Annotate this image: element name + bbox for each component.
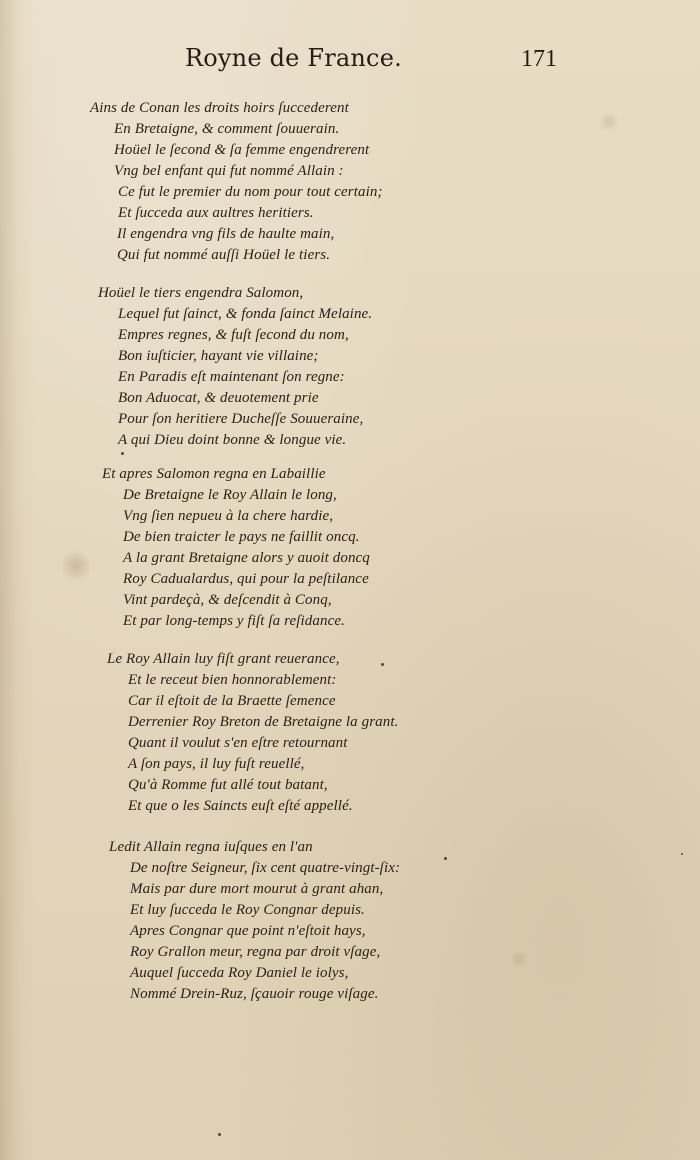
verse-line: Roy Cadualardus, qui pour la peſtilance	[123, 571, 369, 587]
paper-stain	[598, 112, 620, 132]
verse-line: De bien traicter le pays ne faillit oncq.	[123, 529, 360, 545]
verse-line: Car il eſtoit de la Braette ſemence	[128, 693, 336, 709]
verse-line: Ledit Allain regna iuſques en l'an	[109, 839, 313, 855]
verse-line: Qui fut nommé auſſi Hoüel le tiers.	[117, 247, 331, 263]
paper-stain	[62, 548, 90, 584]
verse-line: Vng ſien nepueu à la chere hardie,	[123, 508, 334, 524]
verse-line: De noſtre Seigneur, ſix cent quatre-vingt-ſix:	[130, 860, 401, 876]
verse-line: Ce fut le premier du nom pour tout certain;	[118, 184, 383, 200]
verse-line: Et ſucceda aux aultres heritiers.	[118, 205, 314, 221]
verse-line: En Paradis eſt maintenant ſon regne:	[118, 369, 345, 385]
verse-line: Apres Congnar que point n'eſtoit hays,	[130, 923, 366, 939]
verse-line: A qui Dieu doint bonne & longue vie.	[118, 432, 347, 448]
ink-fleck	[218, 1133, 221, 1136]
verse-line: Et luy ſucceda le Roy Congnar depuis.	[130, 902, 365, 918]
ink-fleck	[381, 663, 384, 666]
verse-line: Qu'à Romme fut allé tout batant,	[128, 777, 328, 793]
verse-line: Lequel fut ſainct, & fonda ſainct Melaine.	[118, 306, 373, 322]
verse-line: Vng bel enfant qui fut nommé Allain :	[114, 163, 344, 179]
verse-line: Vint pardeçà, & deſcendit à Conq,	[123, 592, 332, 608]
verse-line: Roy Grallon meur, regna par droit vſage,	[130, 944, 381, 960]
verse-line: Et le receut bien honnorablement:	[128, 672, 337, 688]
verse-line: En Bretaigne, & comment ſouuerain.	[114, 121, 340, 137]
ink-fleck	[444, 857, 447, 860]
verse-line: Il engendra vng fils de haulte main,	[117, 226, 335, 242]
running-title: Royne de France.	[185, 44, 402, 72]
verse-line: Empres regnes, & fuſt ſecond du nom,	[118, 327, 349, 343]
verse-line: Nommé Drein-Ruz, ſçauoir rouge viſage.	[130, 986, 379, 1002]
verse-line: Ains de Conan les droits hoirs ſuccederent	[90, 100, 349, 116]
verse-line: Auquel ſucceda Roy Daniel le iolys,	[130, 965, 349, 981]
verse-line: Hoüel le tiers engendra Salomon,	[98, 285, 304, 301]
verse-line: Pour ſon heritiere Ducheſſe Souueraine,	[118, 411, 364, 427]
paper-stain	[510, 950, 528, 968]
ink-fleck	[681, 853, 683, 855]
verse-line: A la grant Bretaigne alors y auoit doncq	[123, 550, 370, 566]
verse-line: De Bretaigne le Roy Allain le long,	[123, 487, 337, 503]
page-number: 171	[521, 46, 557, 72]
verse-line: Hoüel le ſecond & ſa femme engendrerent	[114, 142, 370, 158]
verse-line: Le Roy Allain luy fiſt grant reuerance,	[107, 651, 340, 667]
verse-line: Et apres Salomon regna en Labaillie	[102, 466, 326, 482]
verse-line: Mais par dure mort mourut à grant ahan,	[130, 881, 384, 897]
verse-line: A ſon pays, il luy fuſt reuellé,	[128, 756, 305, 772]
verse-line: Et par long-temps y fiſt ſa reſidance.	[123, 613, 345, 629]
verse-line: Quant il voulut s'en eſtre retournant	[128, 735, 348, 751]
verse-line: Bon Aduocat, & deuotement prie	[118, 390, 319, 406]
ink-fleck	[121, 452, 124, 455]
verse-line: Et que o les Saincts euſt eſté appellé.	[128, 798, 353, 814]
verse-line: Bon iuſticier, hayant vie villaine;	[118, 348, 319, 364]
verse-line: Derrenier Roy Breton de Bretaigne la grant.	[128, 714, 399, 730]
